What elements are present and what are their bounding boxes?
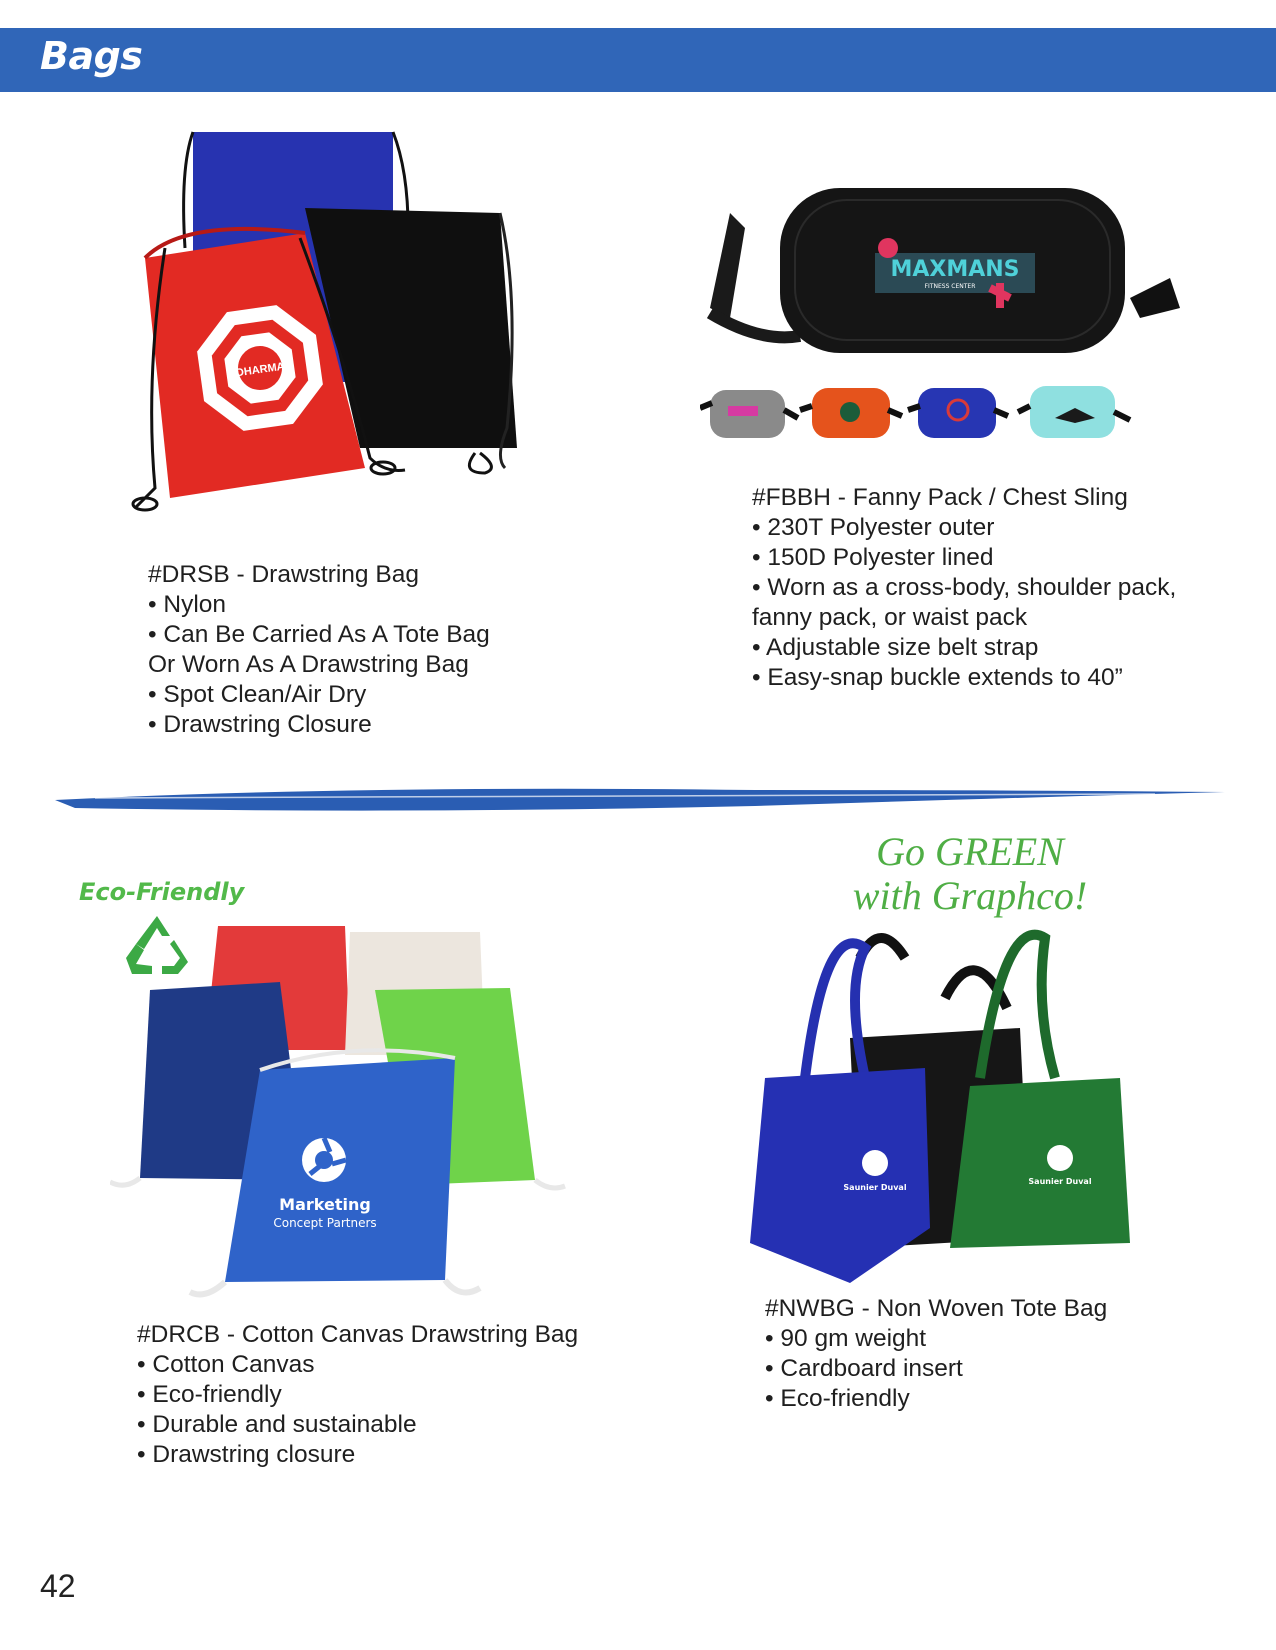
drcb-feature: • Eco-friendly	[137, 1381, 282, 1408]
maxmans-logo-subtext: FITNESS CENTER	[924, 283, 976, 290]
fanny-pack-color-variants	[700, 386, 1130, 438]
drcb-title: #DRCB - Cotton Canvas Drawstring Bag	[137, 1321, 579, 1348]
marketing-logo-icon	[302, 1138, 346, 1182]
fanny-pack-image	[700, 168, 1200, 458]
drsb-feature: • Spot Clean/Air Dry	[148, 681, 367, 708]
drcb-feature: • Drawstring closure	[137, 1441, 356, 1468]
saunier-duval-text-green: Saunier Duval	[1028, 1177, 1092, 1186]
go-green-slogan	[790, 830, 1150, 918]
nwbg-feature: • Cardboard insert	[765, 1355, 963, 1382]
non-woven-tote-image	[745, 928, 1145, 1298]
marketing-logo-subtext: Concept Partners	[273, 1216, 377, 1230]
drcb-description	[137, 1320, 578, 1470]
drcb-feature: • Durable and sustainable	[137, 1411, 417, 1438]
drsb-description	[148, 560, 490, 740]
section-title: Bags	[40, 34, 143, 78]
page-header	[0, 28, 1276, 92]
nwbg-title: #NWBG - Non Woven Tote Bag	[765, 1295, 1108, 1322]
nwbg-feature: • 90 gm weight	[765, 1325, 927, 1352]
maxmans-logo-text: MAXMANS	[890, 257, 1020, 282]
drsb-title: #DRSB - Drawstring Bag	[148, 561, 419, 588]
drcb-feature: • Cotton Canvas	[137, 1351, 315, 1378]
section-divider	[55, 780, 1225, 820]
fbbh-feature: fanny pack, or waist pack	[752, 604, 1028, 631]
dharma-logo-text: DHARMA	[235, 360, 286, 380]
fbbh-feature: • Easy-snap buckle extends to 40”	[752, 664, 1123, 691]
drsb-feature: • Can Be Carried As A Tote Bag	[148, 621, 490, 648]
nwbg-description	[765, 1294, 1107, 1414]
fbbh-description	[752, 483, 1176, 693]
fbbh-feature: • 230T Polyester outer	[752, 514, 995, 541]
fbbh-feature: • 150D Polyester lined	[752, 544, 994, 571]
fbbh-feature: • Worn as a cross-body, shoulder pack,	[752, 574, 1177, 601]
drsb-feature: Or Worn As A Drawstring Bag	[148, 651, 469, 678]
marketing-logo-text: Marketing	[279, 1195, 371, 1214]
eco-friendly-label: Eco-Friendly	[79, 878, 245, 906]
drsb-feature: • Nylon	[148, 591, 227, 618]
page-number: 42	[40, 1568, 76, 1604]
drawstring-bag-image	[125, 128, 545, 528]
go-green-line-2: with Graphco!	[852, 873, 1088, 918]
fbbh-feature: • Adjustable size belt strap	[752, 634, 1039, 661]
fbbh-title: #FBBH - Fanny Pack / Chest Sling	[752, 484, 1128, 511]
go-green-line-1: Go GREEN	[876, 829, 1064, 874]
cotton-canvas-bag-image	[110, 920, 580, 1300]
nwbg-feature: • Eco-friendly	[765, 1385, 910, 1412]
saunier-duval-text-blue: Saunier Duval	[843, 1183, 907, 1192]
drsb-feature: • Drawstring Closure	[148, 711, 372, 738]
